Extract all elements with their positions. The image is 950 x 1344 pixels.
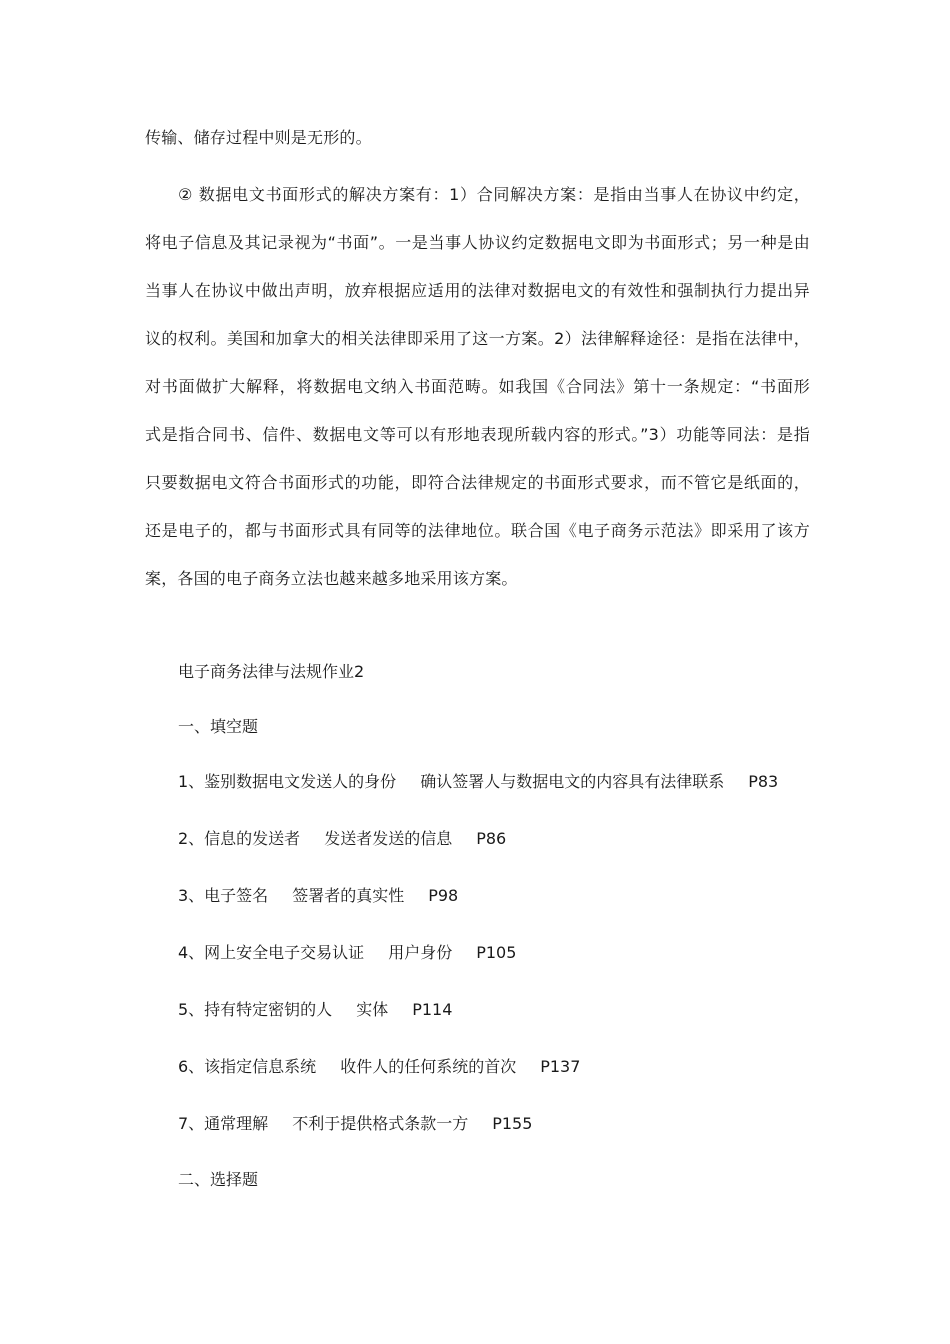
- answer-part-a: 5、持有特定密钥的人: [178, 1000, 333, 1019]
- answer-part-a: 2、信息的发送者: [178, 829, 301, 848]
- paragraph-line: 将电子信息及其记录视为“书面”。一是当事人协议约定数据电文即为书面形式；另一种是由: [145, 233, 810, 252]
- page-ref: P137: [540, 1057, 581, 1076]
- answer-part-a: 7、通常理解: [178, 1114, 269, 1133]
- page-ref: P155: [492, 1114, 533, 1133]
- list-item: [178, 828, 506, 850]
- page-ref: P114: [412, 1000, 453, 1019]
- answer-part-b: 用户身份: [388, 943, 453, 962]
- page-ref: P83: [748, 772, 779, 791]
- paragraph-line: 式是指合同书、信件、数据电文等可以有形地表现所载内容的形式。”3）功能等同法：是指: [145, 425, 810, 444]
- page-ref: P86: [476, 829, 507, 848]
- section-title: 电子商务法律与法规作业2: [178, 662, 365, 681]
- answer-part-a: 6、该指定信息系统: [178, 1057, 317, 1076]
- list-item: [178, 771, 778, 793]
- paragraph-line: 当事人在协议中做出声明，放弃根据应适用的法律对数据电文的有效性和强制执行力提出异: [145, 281, 810, 300]
- paragraph-line: 只要数据电文符合书面形式的功能，即符合法律规定的书面形式要求，而不管它是纸面的，: [145, 473, 810, 492]
- list-item: [178, 885, 458, 907]
- answer-part-b: 收件人的任何系统的首次: [340, 1057, 517, 1076]
- answer-part-b: 确认签署人与数据电文的内容具有法律联系: [420, 772, 725, 791]
- paragraph-line: 议的权利。美国和加拿大的相关法律即采用了这一方案。2）法律解释途径：是指在法律中，: [145, 329, 810, 348]
- answer-part-a: 4、网上安全电子交易认证: [178, 943, 365, 962]
- answer-part-a: 3、电子签名: [178, 886, 269, 905]
- list-item: [178, 1056, 580, 1078]
- list-item: [178, 999, 452, 1021]
- paragraph-line: 还是电子的，都与书面形式具有同等的法律地位。联合国《电子商务示范法》即采用了该方: [145, 521, 810, 540]
- list-item: [178, 1113, 532, 1135]
- answer-part-b: 发送者发送的信息: [324, 829, 453, 848]
- paragraph-line: 传输、储存过程中则是无形的。: [145, 128, 372, 147]
- answer-part-a: 1、鉴别数据电文发送人的身份: [178, 772, 397, 791]
- page-ref: P105: [476, 943, 517, 962]
- page-ref: P98: [428, 886, 459, 905]
- answer-part-b: 实体: [356, 1000, 389, 1019]
- section-heading: 一、填空题: [178, 717, 259, 736]
- paragraph-line: ② 数据电文书面形式的解决方案有：1）合同解决方案：是指由当事人在协议中约定，: [178, 185, 810, 204]
- list-item: [178, 942, 516, 964]
- answer-part-b: 签署者的真实性: [292, 886, 405, 905]
- answer-part-b: 不利于提供格式条款一方: [292, 1114, 469, 1133]
- paragraph-line: 对书面做扩大解释，将数据电文纳入书面范畴。如我国《合同法》第十一条规定：“书面形: [145, 377, 810, 396]
- section-heading: 二、选择题: [178, 1170, 259, 1189]
- paragraph-line: 案，各国的电子商务立法也越来越多地采用该方案。: [145, 569, 518, 588]
